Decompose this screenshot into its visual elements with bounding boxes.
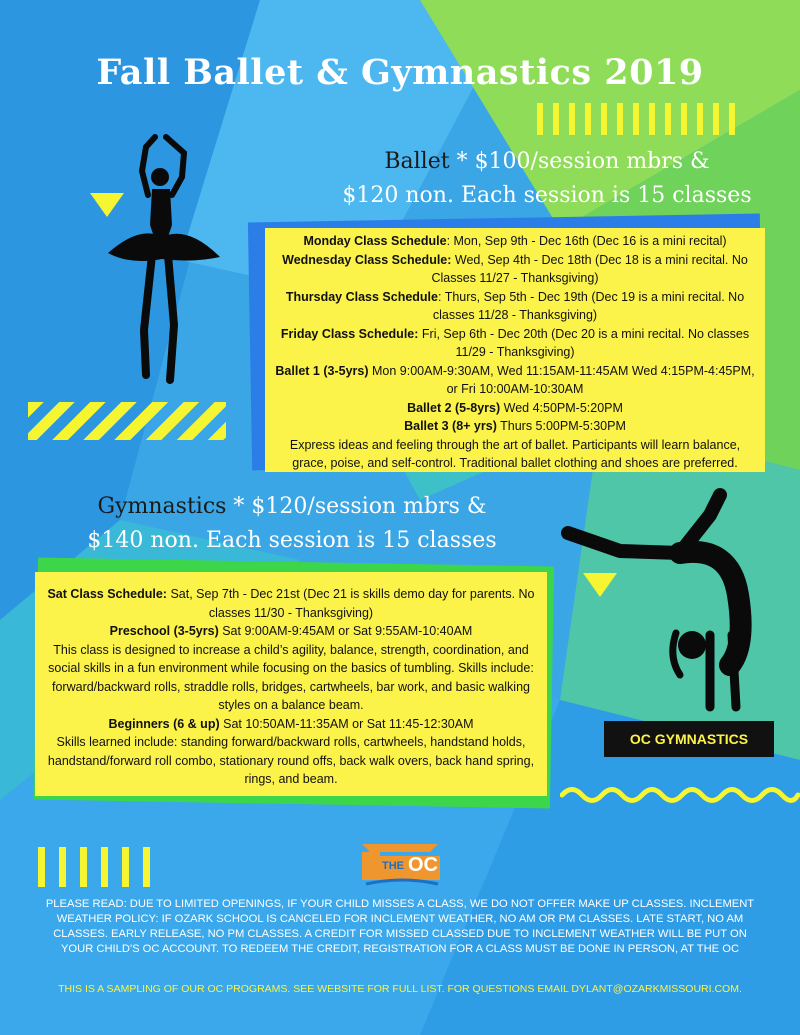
ballerina-silhouette [100, 125, 225, 390]
footer-note: THIS IS A SAMPLING OF OUR OC PROGRAMS. SEE WEBSITE FOR FULL LIST. FOR QUESTIONS EMAIL DYLANT@OZARKMISSOURI.COM. [58, 983, 742, 995]
schedule-entry-text: Sat 9:00AM-9:45AM or Sat 9:55AM-10:40AM [222, 624, 473, 638]
ballet-heading-name: Ballet [384, 149, 450, 174]
schedule-entry [271, 288, 759, 325]
gymnast-silhouette [560, 485, 770, 725]
ballet-heading-line2: $120 non. Each session is 15 classes [342, 183, 752, 208]
schedule-entry [271, 417, 759, 436]
schedule-entry-label: Preschool (3-5yrs) [109, 624, 219, 638]
schedule-entry-text: Sat 10:50AM-11:35AM or Sat 11:45-12:30AM [223, 716, 474, 731]
decor-stripes-bottom [38, 847, 150, 887]
schedule-entry [39, 715, 543, 734]
schedule-entry-separator: : [446, 234, 454, 248]
schedule-entry-label: Ballet 3 (8+ yrs) [404, 419, 497, 433]
the-oc-logo [358, 842, 442, 888]
schedule-entry-text: Mon, Sep 9th - Dec 16th (Dec 16 is a mini recital) [453, 234, 727, 248]
oc-gymnastics-tag: OC GYMNASTICS [604, 721, 774, 757]
ballet-heading-price: * $100/session mbrs & [449, 149, 710, 174]
schedule-entry-text: Sat, Sep 7th - Dec 21st (Dec 21 is skills demo day for parents. No classes 11/30 - Thanksgiving) [170, 587, 535, 620]
schedule-entry-label: Monday Class Schedule [303, 234, 447, 248]
ballet-schedule-box [265, 228, 765, 472]
schedule-entry-label: Ballet 2 (5-8yrs) [407, 400, 501, 415]
schedule-entry-separator: : [437, 289, 445, 304]
decor-hazard-bar [28, 402, 226, 440]
schedule-entry-label: Friday Class Schedule: [280, 326, 419, 341]
gymnastics-schedule-box [35, 572, 547, 796]
schedule-entry-text: Express ideas and feeling through the art of ballet. Participants will learn balance, grace, poise, and self-control. Traditional ballet clothing and shoes are preferred. [289, 437, 741, 470]
schedule-entry [271, 436, 759, 473]
schedule-entry [271, 325, 759, 362]
schedule-entry-text: Skills learned include: standing forward/backward rolls, cartwheels, handstand holds, handstand/forward roll combo, stationary round offs, back walk overs, back hand spring, rings, and beam. [47, 735, 535, 786]
gymnastics-heading-price: * $120/session mbrs & [226, 494, 487, 519]
schedule-entry-text: This class is designed to increase a child’s agility, balance, strength, coordination, and social skills in a fun environment while focusing on the basics of tumbling. Skills include: forward/backward rolls, straddle rolls, bridges, cartwheels, bar work, and basic walking styles on a balance beam. [48, 642, 534, 712]
schedule-entry [271, 362, 759, 399]
schedule-entry-text: Mon 9:00AM-9:30AM, Wed 11:15AM-11:45AM Wed 4:15PM-4:45PM, or Fri 10:00AM-10:30AM [372, 363, 755, 396]
schedule-entry [39, 585, 543, 622]
schedule-entry [39, 622, 543, 641]
schedule-entry-text: Fri, Sep 6th - Dec 20th (Dec 20 is a mini recital. No classes 11/29 - Thanksgiving) [421, 326, 750, 359]
schedule-entry-label: Ballet 1 (3-5yrs) [275, 363, 369, 378]
page-title: Fall Ballet & Gymnastics 2019 [96, 52, 704, 93]
schedule-entry [271, 399, 759, 418]
schedule-entry-text: Wed 4:50PM-5:20PM [503, 400, 623, 415]
schedule-entry-text: Thurs 5:00PM-5:30PM [500, 419, 626, 433]
decor-wavy-line [560, 780, 800, 810]
schedule-entry [39, 641, 543, 715]
schedule-entry [39, 733, 543, 789]
decor-stripes-top [537, 103, 735, 135]
logo-text-oc: OC [408, 854, 438, 876]
decor-triangle-right [583, 573, 617, 597]
schedule-entry [271, 232, 759, 251]
logo-text-the: THE [382, 860, 404, 872]
schedule-entry-label: Sat Class Schedule: [47, 587, 167, 601]
schedule-entry [271, 251, 759, 288]
schedule-entry-label: Beginners (6 & up) [108, 716, 220, 731]
gymnastics-heading-line2: $140 non. Each session is 15 classes [87, 528, 497, 553]
schedule-entry-label: Thursday Class Schedule [285, 289, 438, 304]
gymnastics-heading-name: Gymnastics [97, 494, 227, 519]
ballet-heading [312, 145, 782, 213]
schedule-entry-text: Thurs, Sep 5th - Dec 19th (Dec 19 is a mini recital. No classes 11/28 - Thanksgiving) [432, 289, 745, 322]
policy-notice: PLEASE READ: DUE TO LIMITED OPENINGS, IF YOUR CHILD MISSES A CLASS, WE DO NOT OFFER MAKE UP CLASSES. INCLEMENT WEATHER POLICY: IF OZARK SCHOOL IS CANCELED FOR INCLEMENT WEATHER, NO AM OR PM CLASSES. LATE START, NO AM CLASSES. EARLY RELEASE, NO PM CLASSES. A CREDIT FOR MISSED CLASSED DUE TO INCLEMENT WEATHER WILL BE PUT ON YOUR CHILD'S OC ACCOUNT. TO REDEEM THE CREDIT, REGISTRATION FOR A CLASS MUST BE DONE IN PERSON, AT THE OC [45, 898, 755, 955]
schedule-entry-text: Wed, Sep 4th - Dec 18th (Dec 18 is a mini recital. No Classes 11/27 - Thanksgiving) [431, 252, 748, 285]
gymnastics-heading [62, 490, 522, 558]
schedule-entry-label: Wednesday Class Schedule: [282, 252, 452, 267]
